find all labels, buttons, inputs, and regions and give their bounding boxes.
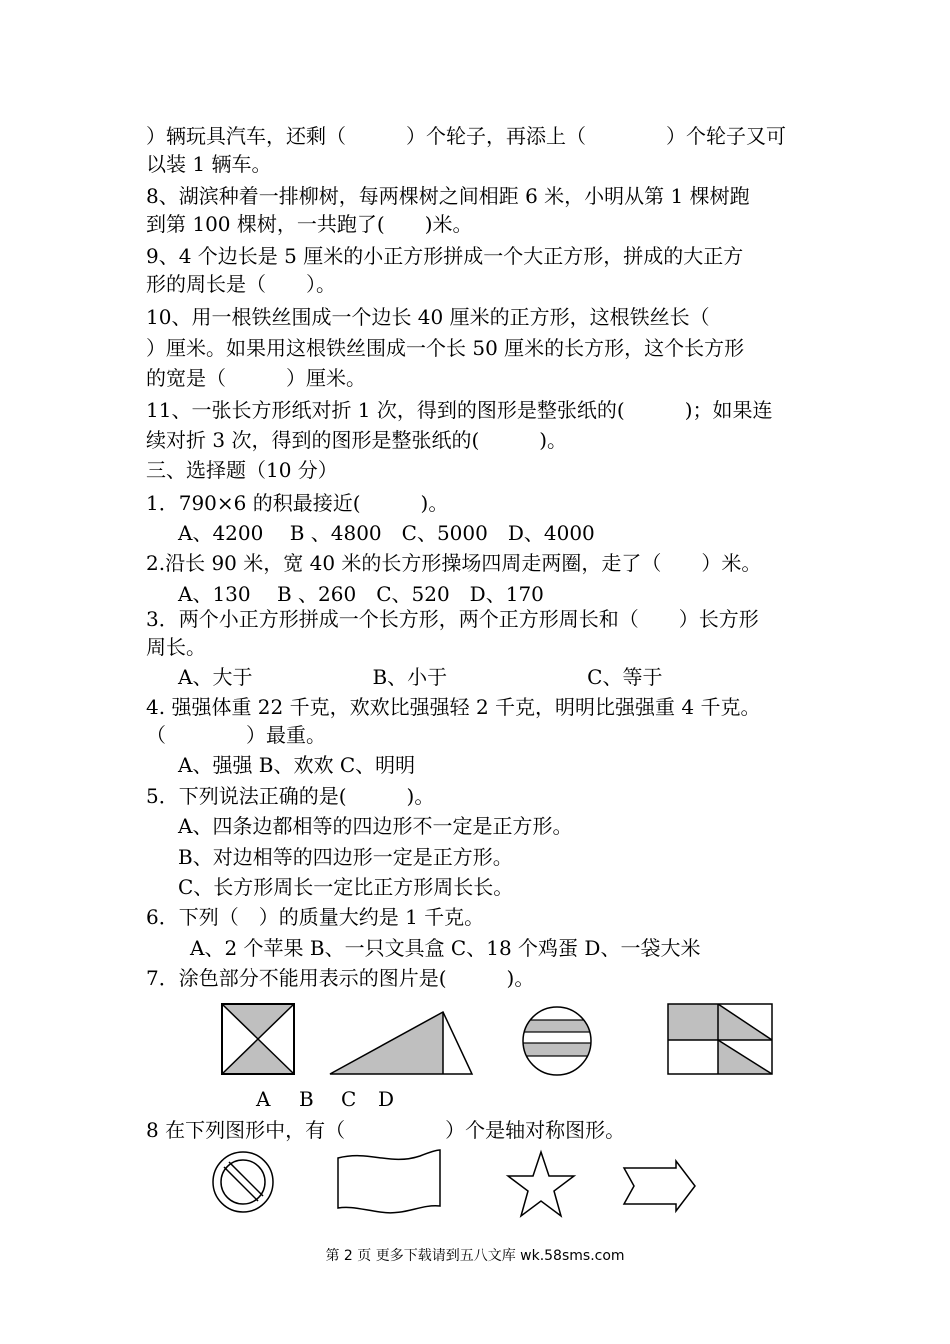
choice-q4-options: A、强强 B、欢欢 C、明明	[178, 753, 416, 777]
choice-q5-option-b: B、对边相等的四边形一定是正方形。	[178, 845, 513, 869]
q8-no-sign-icon	[213, 1152, 273, 1212]
question-10-line-2: ）厘米。如果用这根铁丝围成一个长 50 厘米的长方形，这个长方形	[146, 336, 745, 360]
choice-q2: 2.沿长 90 米，宽 40 米的长方形操场四周走两圈，走了（ ）米。	[146, 551, 762, 575]
choice-q3-line-2: 周长。	[146, 635, 206, 659]
question-10-line-1: 10、用一根铁丝围成一个边长 40 厘米的正方形，这根铁丝长（	[146, 305, 710, 329]
q7-option-a: A	[256, 1087, 271, 1111]
page-footer: 第 2 页 更多下载请到五八文库 wk.58sms.com	[325, 1248, 625, 1264]
choice-q7: 7．涂色部分不能用表示的图片是( )。	[146, 966, 535, 990]
question-10-line-3: 的宽是（ ）厘米。	[146, 366, 366, 390]
section-heading-choice: 三、选择题（10 分）	[146, 458, 338, 482]
question-9-line-2: 形的周长是（ ）。	[146, 272, 336, 296]
q7-option-c: C	[341, 1087, 357, 1111]
line-2: 以装 1 辆车。	[146, 152, 272, 176]
line-1: ）辆玩具汽车，还剩（ ）个轮子，再添上（ ）个轮子又可	[146, 124, 786, 148]
choice-q6: 6．下列（ ）的质量大约是 1 千克。	[146, 905, 485, 929]
q7-option-d: D	[378, 1087, 395, 1111]
q7-figure-d	[668, 1004, 772, 1074]
question-11-line-1: 11、一张长方形纸对折 1 次，得到的图形是整张纸的( )；如果连	[146, 398, 773, 422]
q7-figure-b	[330, 1012, 472, 1074]
choice-q1-options: A、4200 B 、4800 C、5000 D、4000	[178, 521, 595, 545]
q7-option-b: B	[299, 1087, 314, 1111]
q8-arrow-icon	[624, 1161, 695, 1211]
choice-q5-option-c: C、长方形周长一定比正方形周长长。	[178, 875, 514, 899]
choice-q3-options: A、大于 B、小于 C、等于	[178, 665, 663, 689]
choice-q3-line-1: 3．两个小正方形拼成一个长方形，两个正方形周长和（ ）长方形	[146, 607, 759, 631]
choice-q6-options: A、2 个苹果 B、一只文具盒 C、18 个鸡蛋 D、一袋大米	[190, 936, 701, 960]
question-8-line-2: 到第 100 棵树，一共跑了( )米。	[146, 212, 473, 236]
q8-star-icon	[508, 1152, 574, 1216]
q8-flag-icon	[338, 1150, 440, 1213]
choice-q8: 8 在下列图形中，有（ ）个是轴对称图形。	[146, 1118, 626, 1142]
choice-q5-option-a: A、四条边都相等的四边形不一定是正方形。	[178, 814, 573, 838]
q7-figure-a	[222, 1004, 294, 1074]
q7-figure-c	[520, 1007, 595, 1075]
choice-q4-line-2: （ ）最重。	[146, 723, 326, 747]
question-8-line-1: 8、湖滨种着一排柳树，每两棵树之间相距 6 米，小明从第 1 棵树跑	[146, 184, 750, 208]
choice-q4-line-1: 4. 强强体重 22 千克，欢欢比强强轻 2 千克，明明比强强重 4 千克。	[146, 695, 761, 719]
choice-q1: 1．790×6 的积最接近( )。	[146, 491, 449, 515]
choice-q2-options: A、130 B 、260 C、520 D、170	[178, 582, 544, 606]
question-11-line-2: 续对折 3 次，得到的图形是整张纸的( )。	[146, 428, 568, 452]
choice-q5: 5．下列说法正确的是( )。	[146, 784, 435, 808]
question-9-line-1: 9、4 个边长是 5 厘米的小正方形拼成一个大正方形，拼成的大正方	[146, 244, 744, 268]
